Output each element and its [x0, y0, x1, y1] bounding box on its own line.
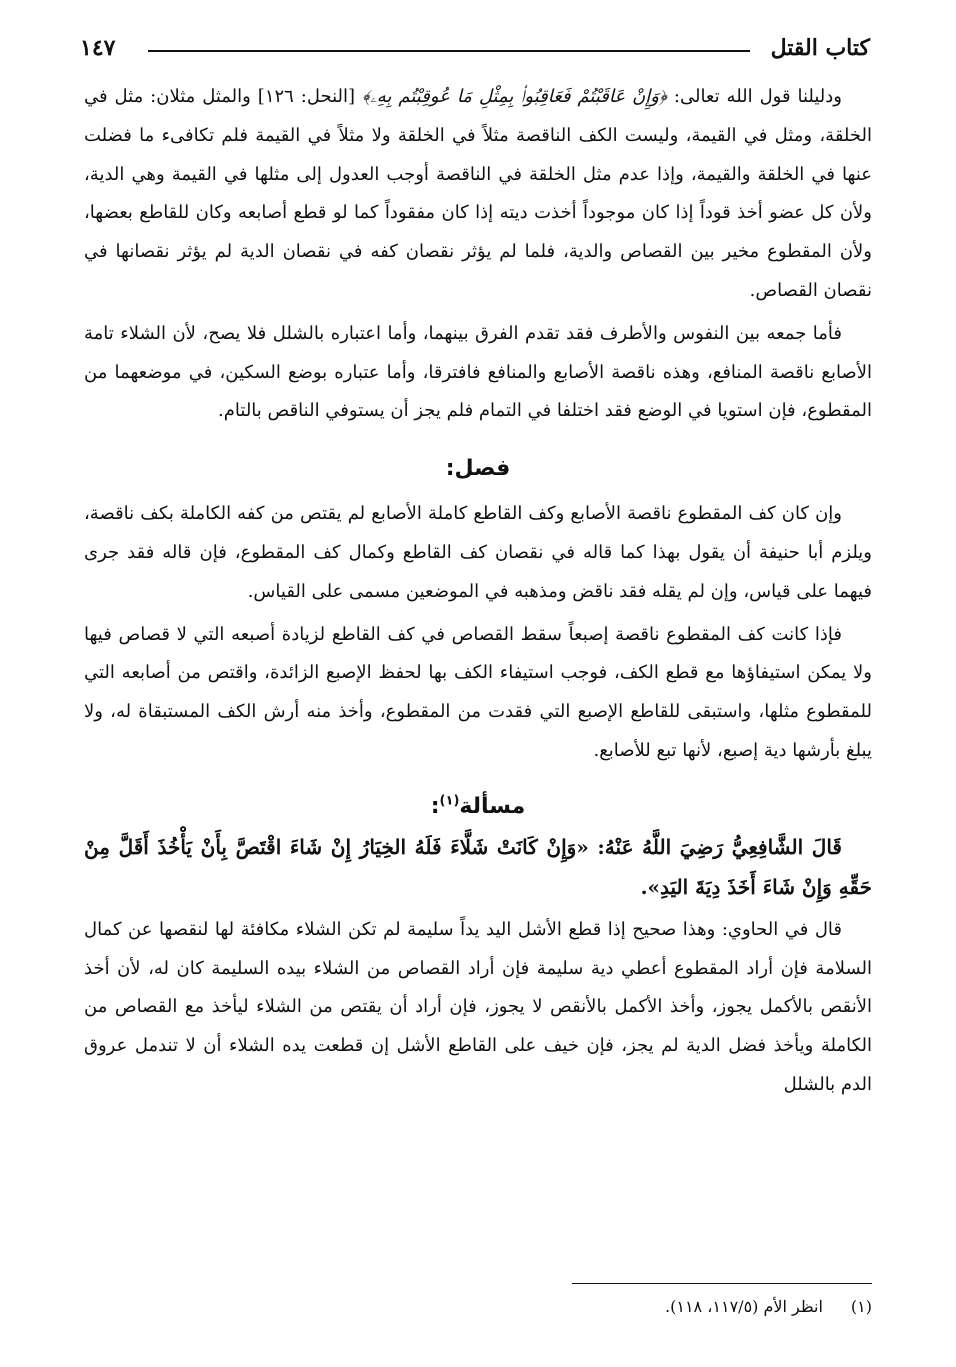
footnote-number: (١) — [850, 1297, 872, 1316]
shafii-quote: قَالَ الشَّافِعِيُّ رَضِيَ اللَّهُ عَنْهُ: «وَإِنْ كَانَتْ شَلَّاءَ فَلَهُ الخِيَارُ إِنْ شَاءَ اقْتَصَّ بِأَنْ يَأْخُذَ أَقَلَّ مِنْ حَقِّهِ وَإِنْ شَاءَ أَخَذَ دِيَةَ اليَدِ». — [84, 834, 872, 899]
surah-reference: [النحل: ١٢٦] — [250, 86, 362, 107]
paragraph-2: فأما جمعه بين النفوس والأطرف فقد تقدم الفرق بينهما، وأما اعتباره بالشلل فلا يصح، لأن الشلاء تامة الأصابع ناقصة المنافع، وهذه ناقصة الأصابع والمنافع فافترقا، وأما عتباره بوضع السكين، في موضعهما من المقطوع، فإن استويا في الوضع فقد اختلفا في التمام فلم يجز أن يستوفي الناقص بالتام. — [84, 322, 872, 422]
header-rule — [148, 50, 750, 52]
footnote — [84, 1294, 872, 1320]
p1-intro: ودليلنا قول الله تعالى: — [666, 86, 842, 107]
paragraph-3: وإن كان كف المقطوع ناقصة الأصابع وكف القاطع كاملة الأصابع لم يقتص من كفه الكاملة بكف ناقصة، ويلزم أبا حنيفة أن يقول بهذا كما قاله في نقصان كف القاطع وكمال كف المقطوع، فإن قاله فقد جرى فيهما على قياس، وإن لم يقله فقد ناقض ومذهبه في الموضعين مسمى على القياس. — [84, 503, 872, 602]
section-heading: فصل: — [445, 456, 511, 482]
paragraph-1 — [84, 78, 872, 311]
footnote-marker: (١) — [439, 793, 460, 809]
footnote-rule — [572, 1283, 872, 1284]
p1-rest: والمثل مثلان: مثل في الخلقة، ومثل في القيمة، وليست الكف الناقصة مثلاً في الخلقة ولا مثلاً في القيمة فلم تكافىء ما فضلت عنها في الخلقة والقيمة، وإذا عدم مثل الخلقة في الناقصة أوجب العدول إلى مثلها في القيمة وهي الدية، ولأن كل عضو أخذ قوداً إذا كان موجوداً أخذت ديته إذا كان مفقوداً كما لو قطع أصابعه وكان للقاطع بعضها، ولأن المقطوع مخير بين القصاص والدية، فلما لم يؤثر نقصان كفه في نقصان الدية لم يؤثر نقصانها في نقصان القصاص. — [84, 86, 872, 301]
page-number: ١٤٧ — [80, 35, 116, 61]
masala-colon: : — [430, 793, 440, 819]
quran-verse: ﴿وَإِنْ عَاقَبْتُمْ فَعَاقِبُوا۟ بِمِثْلِ مَا عُوقِبْتُم بِهِۦ﴾ — [361, 86, 667, 107]
paragraph-4: فإذا كانت كف المقطوع ناقصة إصبعاً سقط القصاص في كف القاطع لزيادة أصبعه التي لا قصاص فيها ولا يمكن استيفاؤها مع قطع الكف، فوجب استيفاء الكف بها لحفظ الإصبع الزائدة، واقتص من أصابعه التي للمقطوع مثلها، واستبقى للقاطع الإصبع التي فقدت من المقطوع، وأخذ منه أرش الكف المستبقاة له، ولا يبلغ بأرشها دية إصبع، لأنها تبع للأصابع. — [84, 623, 872, 761]
masala-heading — [84, 787, 872, 827]
masala-title: مسألة — [459, 793, 526, 819]
main-text — [84, 78, 872, 1105]
paragraph-5: قال في الحاوي: وهذا صحيح إذا قطع الأشل اليد يداً سليمة لم تكن الشلاء مكافئة لها لنقصها عن كمال السلامة فإن أراد المقطوع أعطي دية سليمة فإن أراد القصاص من الشلاء بيده السليمة كان له، لأن أخذ الأنقص بالأكمل يجوز، وأخذ الأكمل بالأنقص لا يجوز، فإن أراد أن يقتص من الشلاء ليأخذ مع القصاص من الكاملة ويأخذ فضل الدية لم يجز، فإن خيف على القاطع الأشل إن قطعت يده الشلاء أن لا تندمل عروق الدم بالشلل — [84, 918, 872, 1095]
running-title: كتاب القتل — [770, 35, 870, 61]
footnote-text: انظر الأم (١١٧/٥، ١١٨). — [665, 1297, 823, 1316]
page-header — [80, 30, 870, 70]
